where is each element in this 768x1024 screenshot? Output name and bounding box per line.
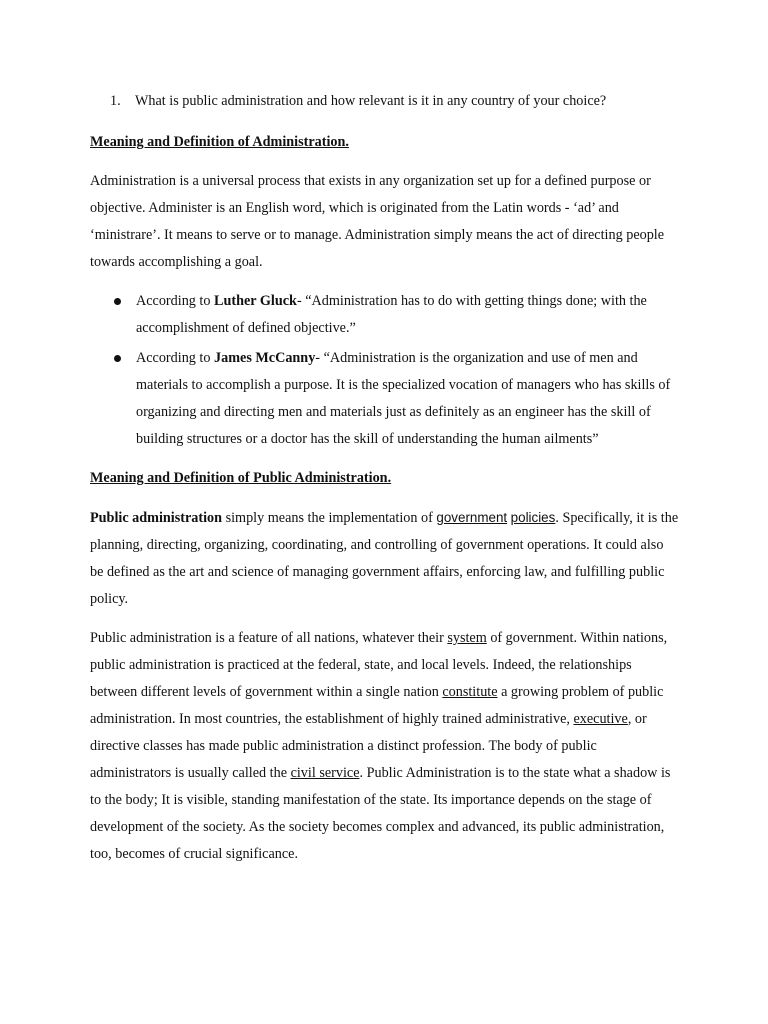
text-run: . Public Administration is to the state what a shadow is to the body; It is visible, standing manifestation of the state. Its importance depends on the stage of development of the society. As the society becomes complex and advanced, its public administration, too, becomes of crucial significance. xyxy=(90,765,671,862)
quote-author: James McCanny xyxy=(214,350,316,366)
quote-item-luther-gluck xyxy=(90,288,680,342)
link-constitute[interactable]: constitute xyxy=(442,684,498,700)
question-item xyxy=(90,88,680,115)
quote-item-james-mccanny xyxy=(90,345,680,453)
quote-text: - “Administration is the organization and use of men and materials to accomplish a purpose. It is the specialized vocation of managers who has skills of organizing and directing men and materials just as definitely as an engineer has the skill of building structures or a doctor has the skill of understanding the human ailments” xyxy=(136,350,671,447)
text-run: . Specifically, it is the planning, directing, organizing, coordinating, and controlling of government operations. It could also be defined as the art and science of managing government affairs, enforcing law, and fulfilling public policy. xyxy=(90,510,679,607)
quote-author: Luther Gluck xyxy=(214,293,297,309)
term-public-administration: Public administration xyxy=(90,510,223,526)
text-run: , or directive classes has made public administration a distinct profession. The body of public administrators is usually called the xyxy=(90,711,647,781)
link-executive[interactable]: executive xyxy=(573,711,628,727)
link-system[interactable]: system xyxy=(447,630,487,646)
question-number: 1. xyxy=(110,93,121,109)
link-civil-service[interactable]: civil service xyxy=(290,765,360,781)
section-heading-public-administration: Meaning and Definition of Public Administration. xyxy=(90,470,392,486)
quote-prefix: According to xyxy=(136,293,215,309)
quote-prefix: According to xyxy=(136,350,215,366)
administration-intro-paragraph: Administration is a universal process that exists in any organization set up for a defined purpose or objective. Administer is an English word, which is originated from the Latin words - ‘ad’ and ‘ministrare’. It means to serve or to manage. Administration simply means the act of directing people towards accomplishing a goal. xyxy=(90,173,665,270)
text-run: a growing problem of public administration. In most countries, the establishment of highly trained administrative, xyxy=(90,684,664,727)
public-administration-definition-paragraph xyxy=(90,504,680,613)
bullet-icon xyxy=(114,298,121,305)
text-run: of government. Within nations, public administration is practiced at the federal, state, and local levels. Indeed, the relationships between different levels of government within a single nation xyxy=(90,630,668,700)
definition-quotes-list xyxy=(90,288,680,453)
link-government[interactable]: government xyxy=(436,510,508,525)
section-heading-administration: Meaning and Definition of Administration. xyxy=(90,134,349,150)
public-administration-feature-paragraph xyxy=(90,625,680,868)
document-body xyxy=(90,88,680,880)
quote-text: - “Administration has to do with getting things done; with the accomplishment of defined objective.” xyxy=(136,293,647,336)
text-run: simply means the implementation of xyxy=(222,510,437,526)
link-policies[interactable]: policies xyxy=(510,510,556,525)
question-text: What is public administration and how relevant is it in any country of your choice? xyxy=(135,93,607,109)
text-run: Public administration is a feature of all nations, whatever their xyxy=(90,630,448,646)
bullet-icon xyxy=(114,355,121,362)
